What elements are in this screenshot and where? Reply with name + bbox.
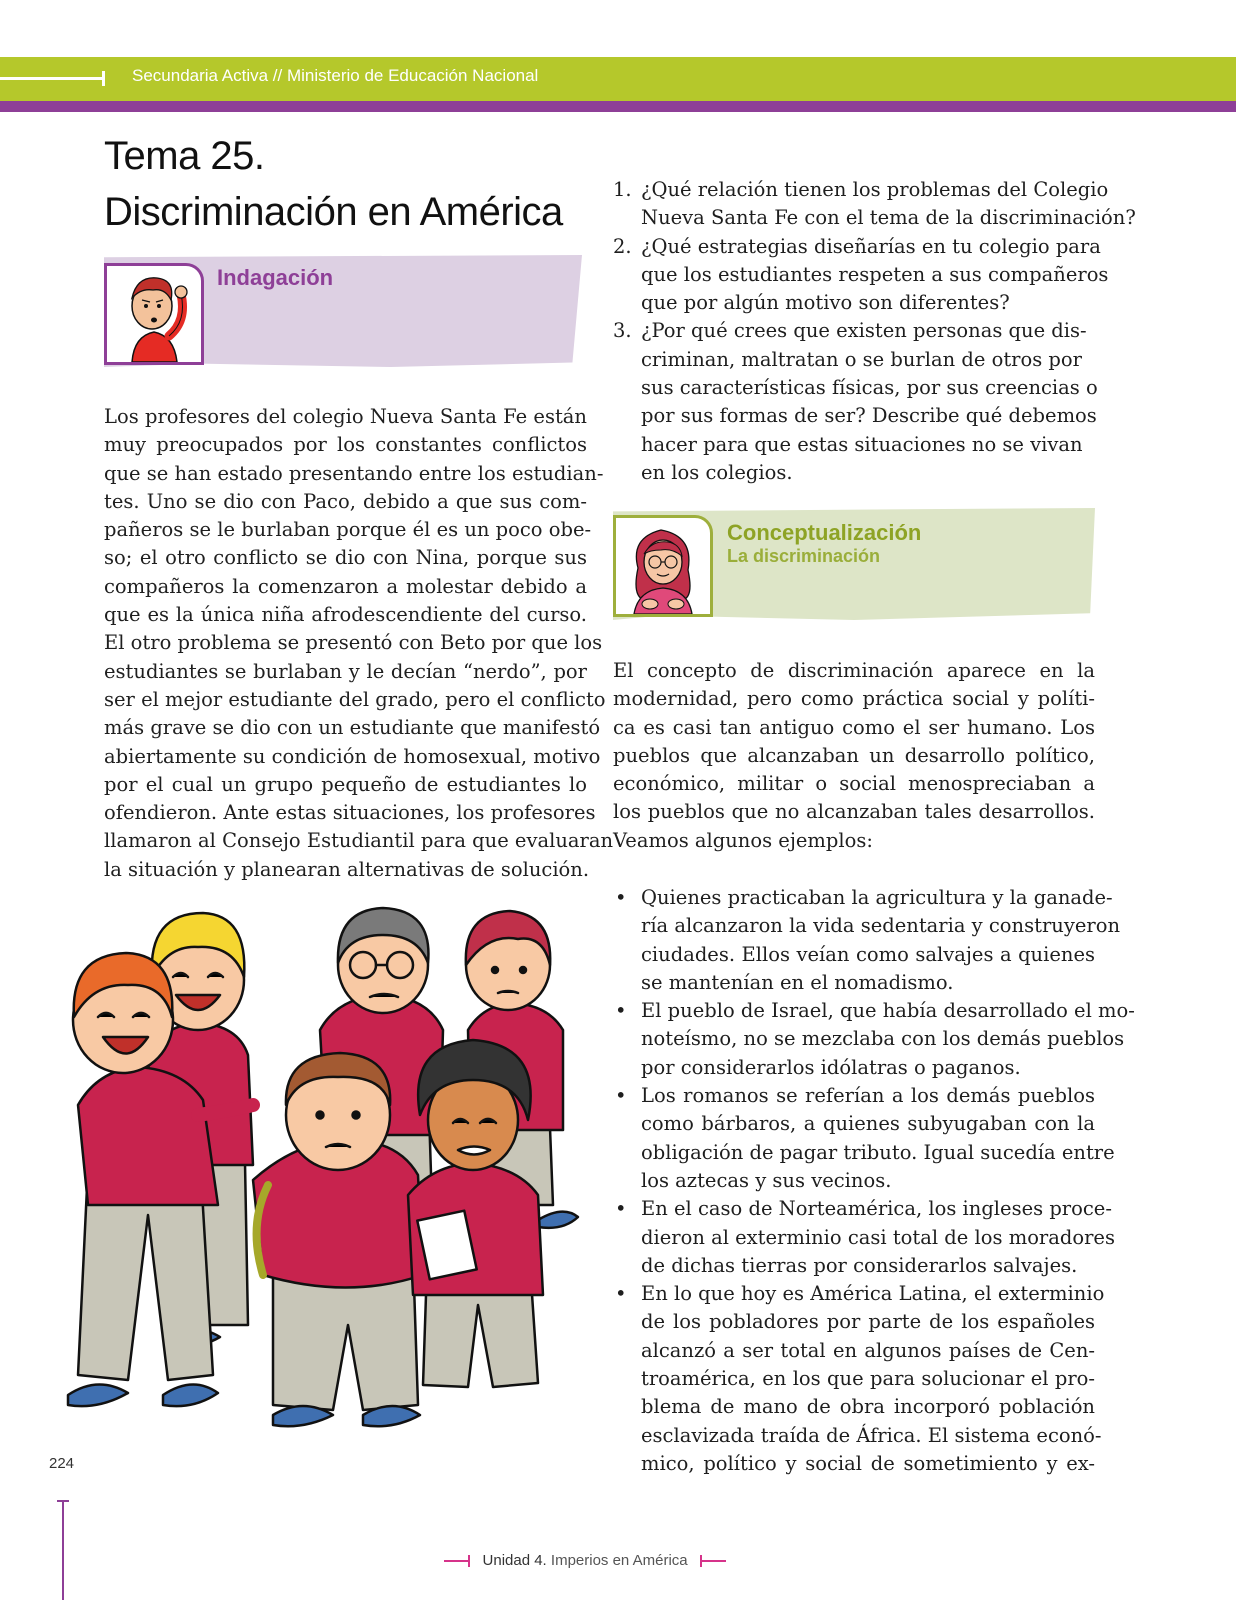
title-line-2: Discriminación en América (104, 190, 563, 234)
text-line: ría alcanzaron la vida sedentaria y construyeron (641, 914, 1120, 938)
text-line: que se han estado presentando entre los estudian- (104, 461, 604, 485)
list-item (613, 884, 1120, 997)
text-line: de dichas tierras por considerarlos salvajes. (641, 1253, 1078, 1277)
text-line: Los profesores del colegio Nueva Santa Fe están (104, 405, 587, 428)
text-line: que por algún motivo son diferentes? (641, 291, 1010, 315)
header-stripe (0, 101, 1236, 112)
question-number: 2. (613, 234, 632, 258)
footer-unit-name: Imperios en América (550, 1552, 688, 1569)
text-line: noteísmo, no se mezclaba con los demás pueblos (641, 1027, 1125, 1051)
list-item (613, 1280, 1105, 1478)
page-number: 224 (49, 1455, 75, 1472)
header-text: Secundaria Activa // Ministerio de Educación Nacional (132, 66, 539, 85)
text-line: ser el mejor estudiante del grado, pero el conflicto (104, 687, 606, 711)
text-line: los pueblos que no alcanzaban tales desarrollos. (613, 800, 1095, 824)
concept-paragraph (613, 657, 1095, 855)
text-line: En el caso de Norteamérica, los ingleses proce- (641, 1197, 1112, 1221)
text-line: pañeros se le burlaban porque él es un poco obe- (104, 518, 592, 542)
text-line: esclavizada traída de África. El sistema econó- (641, 1423, 1102, 1447)
text-line: ¿Por qué crees que existen personas que dis- (641, 319, 1087, 343)
text-line: tes. Uno se dio con Paco, debido a que sus com- (104, 489, 587, 513)
examples-list (613, 884, 1135, 1478)
text-line: que es la única niña afrodescendiente del curso. (104, 603, 587, 627)
text-line: que los estudiantes respeten a sus compañeros (641, 262, 1109, 286)
text-line: los aztecas y sus vecinos. (641, 1168, 892, 1192)
text-line: Quienes practicaban la agricultura y la ganade- (641, 886, 1113, 909)
text-line: El concepto de discriminación aparece en la (613, 659, 1095, 682)
text-line: ¿Qué relación tienen los problemas del Colegio (641, 178, 1109, 201)
bullet-icon: • (615, 1197, 627, 1221)
text-line: por sus formas de ser? Describe qué debemos (641, 404, 1097, 428)
text-line: muy preocupados por los constantes conflictos (104, 433, 587, 457)
text-line: so; el otro conflicto se dio con Nina, porque sus (104, 546, 587, 570)
thinking-boy-icon (107, 266, 201, 362)
text-line: en los colegios. (641, 460, 793, 484)
text-line: la situación y planearan alternativas de solución. (104, 857, 590, 881)
bullet-icon: • (615, 1282, 627, 1306)
indagacion-label: Indagación (217, 265, 334, 290)
bullet-icon: • (615, 1084, 627, 1108)
text-line: por considerarlos idólatras o paganos. (641, 1055, 1021, 1079)
text-line: hacer para que estas situaciones no se vivan (641, 432, 1083, 456)
text-line: ofendieron. Ante estas situaciones, los profesores (104, 801, 596, 825)
bullet-icon: • (615, 999, 627, 1023)
text-line: ¿Qué estrategias diseñarías en tu colegio para (641, 234, 1101, 258)
text-line: modernidad, pero como práctica social y políti- (613, 687, 1095, 711)
group-of-students-illustration (48, 905, 593, 1435)
question-3 (613, 317, 1098, 487)
text-line: estudiantes se burlaban y le decían “nerdo”, por (104, 659, 587, 683)
text-line: de los pobladores por parte de los españoles (641, 1310, 1095, 1334)
text-line: compañeros la comenzaron a molestar debido a (104, 574, 587, 598)
conceptualizacion-sublabel: La discriminación (727, 546, 881, 566)
footer-unit: Unidad 4. (482, 1552, 547, 1569)
list-item (613, 997, 1135, 1082)
text-line: abiertamente su condición de homosexual, motivo (104, 744, 601, 768)
footer-left-rule (444, 1560, 470, 1562)
bullet-icon: • (615, 886, 627, 909)
question-number: 1. (613, 178, 632, 201)
conceptualizacion-label: Conceptualización (727, 520, 922, 545)
text-line: pueblos que alcanzaban un desarrollo político, (613, 743, 1095, 767)
text-line: blema de mano de obra incorporó población (641, 1395, 1095, 1419)
text-line: por el cual un grupo pequeño de estudiantes lo (104, 772, 587, 796)
text-line: Veamos algunos ejemplos: (613, 828, 873, 852)
text-line: dieron al exterminio casi total de los moradores (641, 1225, 1115, 1249)
text-line: El otro problema se presentó con Beto por que los (104, 631, 603, 655)
text-line: se mantenían en el nomadismo. (641, 970, 954, 994)
text-line: obligación de pagar tributo. Igual sucedía entre (641, 1140, 1115, 1164)
list-item (613, 1195, 1115, 1280)
text-line: mico, político y social de sometimiento y ex- (641, 1451, 1095, 1475)
conceptualizacion-frame (613, 515, 713, 617)
text-line: como bárbaros, a quienes subyugaban con la (641, 1112, 1095, 1136)
question-number: 3. (613, 319, 632, 343)
indagacion-frame (104, 263, 204, 365)
text-line: alcanzó a ser total en algunos países de Cen- (641, 1338, 1095, 1362)
question-2 (613, 233, 1109, 318)
header-tick (102, 71, 105, 86)
text-line: sus características físicas, por sus creencias o (641, 376, 1098, 400)
header-line (0, 77, 104, 80)
text-line: El pueblo de Israel, que había desarrollado el mo- (641, 999, 1135, 1023)
text-line: económico, militar o social menospreciaban a (613, 772, 1095, 796)
text-line: En lo que hoy es América Latina, el exterminio (641, 1282, 1105, 1306)
text-line: troamérica, en los que para solucionar el pro- (641, 1367, 1095, 1391)
text-line: llamaron al Consejo Estudiantil para que evaluaran (104, 829, 614, 853)
girl-with-glasses-icon (616, 518, 710, 614)
footer-right-rule (700, 1560, 726, 1562)
text-line: más grave se dio con un estudiante que manifestó (104, 716, 601, 740)
text-line: Los romanos se referían a los demás pueblos (641, 1084, 1095, 1108)
list-item (613, 1082, 1115, 1195)
question-1 (613, 176, 1136, 233)
page-title (104, 128, 563, 240)
text-line: criminan, maltratan o se burlan de otros por (641, 347, 1082, 371)
text-line: Nueva Santa Fe con el tema de la discriminación? (641, 206, 1136, 230)
questions-list (613, 176, 1136, 487)
footer (444, 1552, 726, 1569)
margin-line (62, 1500, 64, 1600)
text-line: ciudades. Ellos veían como salvajes a quienes (641, 942, 1095, 966)
intro-paragraph (104, 403, 614, 884)
title-line-1: Tema 25. (104, 134, 265, 178)
text-line: ca es casi tan antiguo como el ser humano. Los (613, 715, 1095, 739)
